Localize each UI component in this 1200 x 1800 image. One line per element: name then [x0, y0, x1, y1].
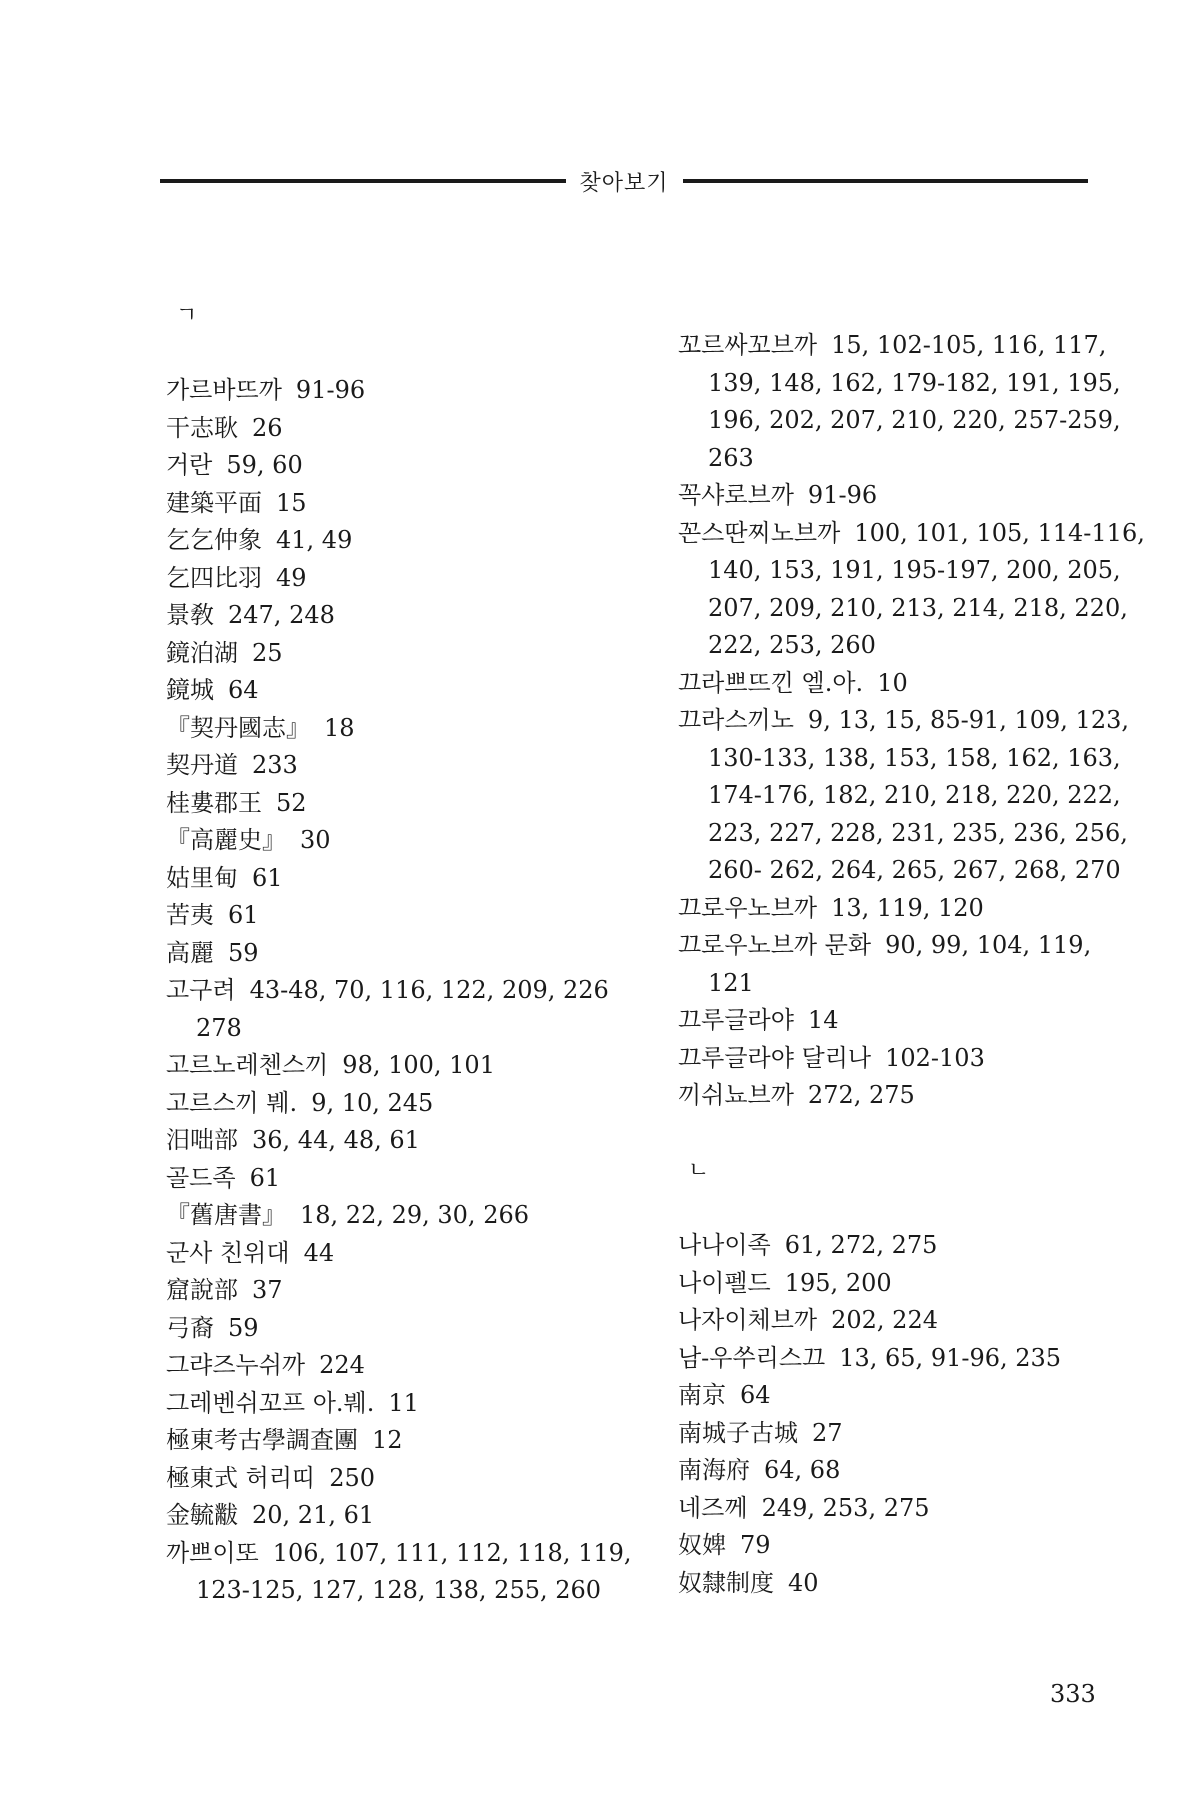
index-pages: 61, 272, 275 — [784, 1231, 938, 1259]
index-term: 鏡泊湖 — [166, 638, 238, 667]
index-entry — [166, 1047, 616, 1085]
index-pages: 278 — [196, 1013, 242, 1042]
index-term: 建築平面 — [166, 488, 262, 517]
index-term: 弓裔 — [166, 1313, 214, 1342]
index-entry — [166, 1085, 616, 1123]
index-pages: 207, 209, 210, 213, 214, 218, 220, — [708, 593, 1128, 622]
index-entry — [166, 747, 616, 785]
index-pages: 9, 10, 245 — [311, 1088, 434, 1117]
index-term: 꼬르싸꼬브까 — [678, 331, 818, 359]
index-term: 苦夷 — [166, 901, 214, 929]
index-pages: 44 — [303, 1238, 335, 1267]
page-number: 333 — [1050, 1680, 1096, 1708]
index-pages: 20, 21, 61 — [252, 1501, 375, 1529]
index-entry — [166, 710, 616, 748]
index-pages: 79 — [740, 1531, 771, 1559]
index-pages: 61 — [249, 1163, 281, 1192]
index-term: 『舊唐書』 — [166, 1201, 286, 1229]
index-pages: 263 — [708, 443, 754, 472]
index-entry — [166, 1272, 616, 1310]
index-term: 네즈께 — [678, 1493, 748, 1522]
section-spacer — [678, 1115, 1118, 1153]
index-term: 끄루글라야 달리나 — [678, 1043, 872, 1072]
index-entry — [166, 372, 616, 410]
index-pages: 15 — [276, 488, 307, 517]
index-term: 나나이족 — [678, 1231, 771, 1259]
index-term: 골드족 — [166, 1163, 236, 1192]
index-pages: 91-96 — [807, 481, 878, 509]
index-entry-continuation — [678, 965, 1118, 1003]
index-pages: 174-176, 182, 210, 218, 220, 222, — [708, 781, 1121, 809]
index-entry — [678, 1340, 1118, 1378]
index-pages: 98, 100, 101 — [342, 1051, 495, 1079]
index-term: 남-우쑤리스끄 — [678, 1343, 826, 1372]
running-header — [160, 166, 1088, 196]
index-pages: 90, 99, 104, 119, — [885, 931, 1092, 959]
index-pages: 13, 65, 91-96, 235 — [839, 1343, 1062, 1372]
index-term: 그랴즈누쉬까 — [166, 1351, 306, 1379]
index-column-right — [678, 327, 1145, 1602]
index-pages: 43-48, 70, 116, 122, 209, 226 — [249, 976, 609, 1004]
index-entry-continuation — [678, 552, 1121, 590]
header-rule-left — [160, 179, 566, 183]
index-pages: 139, 148, 162, 179-182, 191, 195, — [708, 368, 1121, 397]
index-entry-continuation — [678, 777, 1121, 815]
index-entry-continuation — [678, 365, 1121, 403]
index-pages: 223, 227, 228, 231, 235, 236, 256, — [708, 818, 1128, 847]
index-entry — [166, 560, 616, 598]
index-entry-continuation — [678, 740, 1121, 778]
index-entry — [678, 1227, 1118, 1265]
index-term: 窟說部 — [166, 1276, 238, 1304]
index-entry — [166, 1460, 616, 1498]
index-entry — [166, 860, 616, 898]
index-term: 景敎 — [166, 601, 214, 629]
index-term: 끄로우노브까 문화 — [678, 931, 872, 959]
index-term: 汨咄部 — [166, 1126, 238, 1154]
index-term: 끄루글라야 — [678, 1006, 794, 1034]
index-entry-list — [678, 327, 1145, 1115]
index-pages: 14 — [807, 1006, 839, 1034]
index-entry — [678, 1415, 1118, 1453]
header-title: 찾아보기 — [579, 170, 669, 196]
section-spacer — [166, 335, 616, 373]
index-term: 極東考古學調査團 — [166, 1426, 358, 1454]
index-pages: 36, 44, 48, 61 — [252, 1126, 420, 1154]
index-entry — [166, 822, 616, 860]
index-term: 南城子古城 — [678, 1418, 798, 1447]
index-entry — [678, 1452, 1118, 1490]
index-entry — [166, 897, 616, 935]
index-pages: 100, 101, 105, 114-116, — [854, 518, 1145, 547]
index-pages: 13, 119, 120 — [831, 893, 984, 922]
index-term: 군사 친위대 — [166, 1238, 290, 1267]
index-entry — [166, 672, 616, 710]
index-entry — [678, 927, 1118, 965]
index-pages: 41, 49 — [276, 526, 353, 554]
index-entry — [678, 1527, 1118, 1565]
index-pages: 102-103 — [885, 1043, 985, 1072]
index-term: 乞四比羽 — [166, 563, 262, 592]
index-pages: 140, 153, 191, 195-197, 200, 205, — [708, 556, 1121, 584]
index-term: 나이펠드 — [678, 1268, 771, 1297]
index-entry — [678, 1302, 1118, 1340]
index-pages: 10 — [877, 668, 908, 697]
index-pages: 52 — [276, 788, 307, 817]
index-entry — [166, 410, 616, 448]
index-pages: 18, 22, 29, 30, 266 — [300, 1201, 529, 1229]
index-pages: 91-96 — [295, 376, 366, 404]
index-pages: 260- 262, 264, 265, 267, 268, 270 — [708, 856, 1121, 884]
index-entry-continuation — [166, 1572, 616, 1610]
index-entry — [678, 1002, 1118, 1040]
index-pages: 59 — [228, 938, 259, 967]
index-pages: 64, 68 — [764, 1456, 841, 1484]
index-term: 까쁘이또 — [166, 1538, 259, 1567]
index-pages: 195, 200 — [784, 1268, 892, 1297]
index-term: 꼭샤로브까 — [678, 481, 794, 509]
index-pages: 222, 253, 260 — [708, 631, 876, 659]
index-term: 高麗 — [166, 938, 214, 967]
index-entry — [166, 1310, 616, 1348]
index-entry — [678, 1377, 1118, 1415]
index-term: 姑里甸 — [166, 863, 238, 892]
index-entry — [166, 1160, 616, 1198]
index-term: 奴隸制度 — [678, 1568, 774, 1597]
header-rule-right — [683, 179, 1089, 183]
index-term: 고르노레첸스끼 — [166, 1051, 329, 1079]
index-pages: 224 — [319, 1351, 365, 1379]
index-entry — [166, 935, 616, 973]
index-pages: 49 — [276, 563, 307, 592]
index-entry — [678, 702, 1129, 740]
index-pages: 233 — [252, 751, 298, 779]
index-entry — [678, 1077, 1118, 1115]
index-term: 『高麗史』 — [166, 826, 286, 854]
index-pages: 202, 224 — [831, 1306, 938, 1334]
index-pages: 250 — [329, 1463, 375, 1492]
index-pages: 27 — [812, 1418, 843, 1447]
index-entry-continuation — [166, 1010, 616, 1048]
index-pages: 59, 60 — [226, 451, 303, 479]
index-term: 끄로우노브까 — [678, 893, 818, 922]
index-entry — [678, 327, 1118, 365]
index-entry — [678, 477, 1118, 515]
index-entry — [166, 597, 616, 635]
index-entry — [678, 1040, 1118, 1078]
index-pages: 130-133, 138, 153, 158, 162, 163, — [708, 743, 1121, 772]
index-pages: 61 — [252, 863, 283, 892]
index-entry — [166, 1385, 616, 1423]
index-entry-list — [678, 1227, 1118, 1602]
index-term: 極東式 허리띠 — [166, 1463, 316, 1492]
index-term: 契丹道 — [166, 751, 238, 779]
index-entry — [166, 1535, 632, 1573]
index-entry — [166, 635, 616, 673]
index-entry — [166, 485, 616, 523]
index-term: 그레벤쉬꼬프 아.붸. — [166, 1388, 375, 1417]
index-pages: 249, 253, 275 — [761, 1493, 930, 1522]
index-entry — [678, 665, 1118, 703]
index-entry — [166, 785, 616, 823]
index-term: 『契丹國志』 — [166, 713, 310, 742]
index-pages: 18 — [324, 713, 355, 742]
index-pages: 59 — [228, 1313, 259, 1342]
section-letter-giyeok: ㄱ — [176, 303, 198, 328]
index-entry — [166, 1235, 616, 1273]
index-entry-continuation — [678, 440, 1118, 478]
index-pages: 40 — [788, 1568, 819, 1597]
index-term: 끄라스끼노 — [678, 706, 794, 734]
index-entry-list — [166, 372, 632, 1610]
index-term: 나자이체브까 — [678, 1306, 818, 1334]
index-term: 꼰스딴찌노브까 — [678, 518, 841, 547]
index-entry — [678, 1565, 1118, 1603]
index-column-left — [166, 297, 632, 1610]
index-entry — [678, 890, 1118, 928]
index-entry — [166, 1122, 616, 1160]
index-term: 南海府 — [678, 1456, 750, 1484]
index-entry-continuation — [678, 852, 1121, 890]
index-entry-continuation — [678, 627, 1118, 665]
section-spacer — [678, 1190, 1118, 1228]
index-entry — [166, 1347, 616, 1385]
index-entry-continuation — [678, 402, 1121, 440]
section-letter-nieun: ㄴ — [688, 1158, 710, 1183]
index-pages: 64 — [740, 1381, 771, 1409]
index-pages: 247, 248 — [228, 601, 335, 629]
index-pages: 25 — [252, 638, 283, 667]
index-entry — [678, 515, 1145, 553]
index-term: 고르스끼 붸. — [166, 1088, 298, 1117]
index-term: 가르바뜨까 — [166, 376, 282, 404]
index-entry — [678, 1490, 1118, 1528]
index-term: 鏡城 — [166, 676, 214, 704]
index-pages: 123-125, 127, 128, 138, 255, 260 — [196, 1576, 602, 1604]
index-term: 干志耿 — [166, 413, 238, 442]
index-pages: 196, 202, 207, 210, 220, 257-259, — [708, 406, 1121, 434]
index-pages: 26 — [252, 413, 283, 442]
index-pages: 30 — [300, 826, 331, 854]
index-pages: 37 — [252, 1276, 283, 1304]
index-term: 고구려 — [166, 976, 236, 1004]
index-pages: 11 — [388, 1388, 419, 1417]
index-term: 南京 — [678, 1381, 726, 1409]
index-entry — [166, 972, 616, 1010]
index-pages: 106, 107, 111, 112, 118, 119, — [272, 1538, 632, 1567]
index-pages: 272, 275 — [807, 1081, 915, 1109]
index-term: 거란 — [166, 451, 213, 479]
index-entry — [166, 447, 616, 485]
index-term: 끼쉬뇨브까 — [678, 1081, 794, 1109]
index-term: 끄라쁘뜨낀 엘.아. — [678, 668, 864, 697]
index-pages: 9, 13, 15, 85-91, 109, 123, — [807, 706, 1129, 734]
index-entry-continuation — [678, 590, 1128, 628]
index-entry — [166, 522, 616, 560]
index-term: 桂婁郡王 — [166, 788, 262, 817]
index-pages: 15, 102-105, 116, 117, — [831, 331, 1107, 359]
index-pages: 64 — [228, 676, 259, 704]
index-entry — [166, 1197, 616, 1235]
index-pages: 12 — [372, 1426, 403, 1454]
index-pages: 121 — [708, 968, 754, 997]
index-term: 奴婢 — [678, 1531, 726, 1559]
index-entry — [678, 1265, 1118, 1303]
index-term: 乞乞仲象 — [166, 526, 262, 554]
index-pages: 61 — [228, 901, 259, 929]
index-term: 金毓黻 — [166, 1501, 238, 1529]
index-entry — [166, 1422, 616, 1460]
index-entry — [166, 1497, 616, 1535]
index-entry-continuation — [678, 815, 1128, 853]
